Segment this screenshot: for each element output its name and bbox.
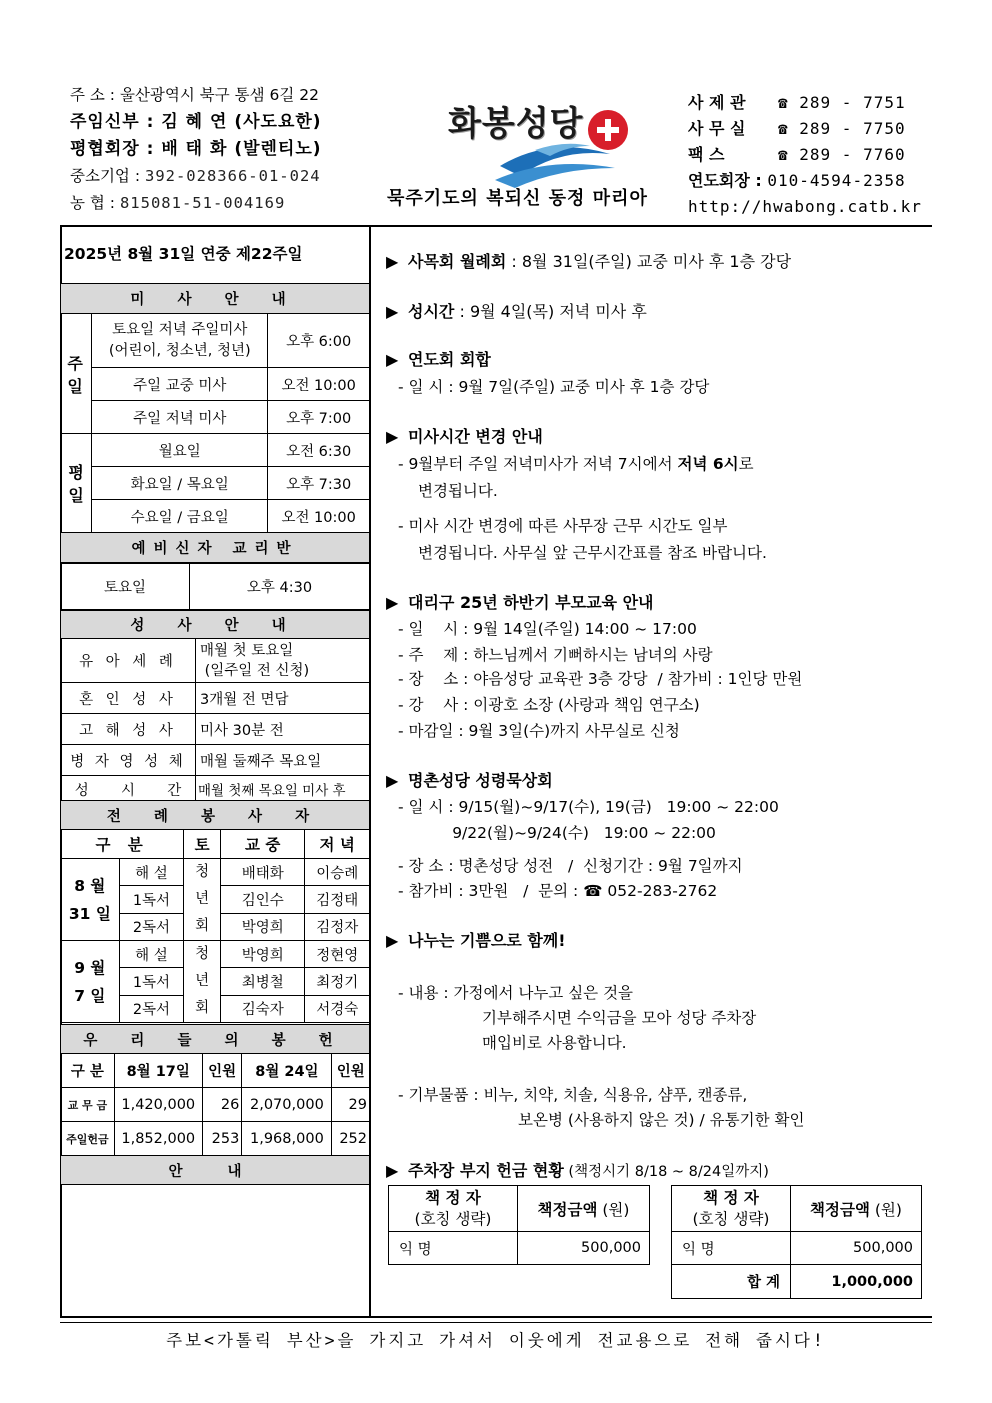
mass-name: 주일 저녁 미사 (92, 401, 268, 434)
mass-time: 오전 10:00 (268, 368, 370, 401)
total-value: 1,000,000 (791, 1265, 922, 1299)
parent-edu-line: - 일 시 : 9월 14일(주일) 14:00 ~ 17:00 (398, 620, 697, 638)
server-role: 2독서 (119, 995, 184, 1022)
mass-time: 오후 7:00 (268, 401, 370, 434)
donation-items-line: 보온병 (사용하지 않은 것) / 유통기한 확인 (518, 1111, 805, 1129)
sacrament-value: 매월 첫째 목요일 미사 후 (196, 776, 370, 803)
server-name: 최병철 (221, 968, 305, 995)
parent-edu-line: - 마감일 : 9월 3일(수)까지 사무실로 신청 (398, 722, 680, 740)
bank-line-2: 농 협 : 815081-51-004169 (70, 194, 286, 212)
server-name: 김인수 (221, 886, 305, 913)
pastor-line: 주임신부 : 김 혜 연 (사도요한) (70, 112, 322, 132)
offering-count: 253 (202, 1122, 242, 1156)
website[interactable]: http://hwabong.catb.kr (688, 197, 922, 216)
bullet-triangle-icon: ▶ (386, 931, 399, 950)
sacrament-title: 성 사 안 내 (61, 611, 370, 639)
item-yeondo: ▶ 연도회 회합 (386, 350, 491, 369)
mass-change-line-4: 변경됩니다. 사무실 앞 근무시간표를 참조 바랍니다. (418, 544, 767, 562)
offering-amount: 1,968,000 (242, 1122, 332, 1156)
sacrament-name: 성 시 간 (61, 776, 196, 803)
catechumen-day: 토요일 (61, 564, 190, 610)
sacrament-value: 미사 30분 전 (196, 714, 370, 745)
item-sharing: ▶ 나누는 기쁨으로 함께! (386, 931, 566, 950)
mass-time: 오후 7:30 (268, 467, 370, 500)
date-line: 2025년 8월 31일 연중 제22주일 (64, 245, 303, 263)
contact-office: 사 무 실 ☎ 289 - 7750 (688, 119, 906, 138)
servers-title: 전 례 봉 사 자 (61, 801, 370, 830)
retreat-line: - 일 시 : 9/15(월)~9/17(수), 19(금) 19:00 ~ 22:00 (398, 798, 779, 816)
offering-header: 인원 (332, 1054, 370, 1088)
mass-name: 화요일 / 목요일 (92, 467, 268, 500)
parent-edu-line: - 주 제 : 하느님께서 기뻐하시는 남녀의 사랑 (398, 646, 713, 664)
sacrament-value: 3개월 전 면담 (196, 683, 370, 714)
contact-rectory: 사 제 관 ☎ 289 - 7751 (688, 93, 906, 112)
council-line: 평협회장 : 배 태 화 (발렌티노) (70, 139, 322, 159)
bullet-triangle-icon: ▶ (386, 350, 399, 369)
server-name: 김정자 (305, 913, 370, 940)
catechumen-title: 예비신자 교리반 (61, 533, 370, 563)
server-name: 최정기 (305, 968, 370, 995)
donor-header: 책 정 자 (호칭 생략) (672, 1186, 791, 1232)
servers-header: 구 분 (61, 830, 184, 859)
sharing-line: 매입비로 사용합니다. (482, 1034, 627, 1052)
offering-header: 구 분 (61, 1054, 115, 1088)
donor-amount: 500,000 (791, 1232, 922, 1265)
sharing-line: - 내용 : 가정에서 나누고 싶은 것을 (398, 984, 634, 1002)
servers-header: 교 중 (221, 830, 305, 859)
offering-count: 26 (202, 1088, 242, 1122)
footer-rule (60, 1322, 932, 1323)
server-role: 해 설 (119, 859, 184, 886)
offering-label: 교 무 금 (61, 1088, 115, 1122)
footer-text: 주보<가톨릭 부산>을 가지고 가셔서 이웃에게 전교용으로 전해 줍시다! (166, 1331, 826, 1350)
total-label: 합 계 (672, 1265, 791, 1299)
sacrament-name: 병 자 영 성 체 (61, 745, 196, 776)
mass-change-line-1: - 9월부터 주일 저녁미사가 저녁 7시에서 저녁 6시로 (398, 455, 754, 473)
offering-amount: 2,070,000 (242, 1088, 332, 1122)
retreat-line: - 참가비 : 3만원 / 문의 : ☎ 052-283-2762 (398, 882, 718, 900)
server-name: 서경숙 (305, 995, 370, 1022)
server-name: 박영희 (221, 941, 305, 968)
server-role: 1독서 (119, 968, 184, 995)
offering-count: 252 (332, 1122, 370, 1156)
catechumen-table (60, 563, 370, 610)
offering-title: 우 리 들 의 봉 헌 (61, 1025, 370, 1054)
server-role: 해 설 (119, 941, 184, 968)
header-info (70, 82, 322, 217)
sharing-line: 기부해주시면 수익금을 모아 성당 주차장 (482, 1009, 757, 1027)
servers-sat: 청 년 회 (184, 859, 221, 941)
parent-edu-line: - 강 사 : 이광호 소장 (사랑과 책임 연구소) (398, 696, 700, 714)
mass-name: 수요일 / 금요일 (92, 500, 268, 533)
server-name: 박영희 (221, 913, 305, 940)
church-logo (440, 88, 650, 188)
servers-sat: 청 년 회 (184, 941, 221, 1023)
offering-amount: 1,852,000 (114, 1122, 202, 1156)
parking-fund-table-right (671, 1185, 922, 1299)
item-meeting: ▶ 사목회 월례회 : 8월 31일(주일) 교중 미사 후 1층 강당 (386, 252, 792, 271)
yeondo-line: - 일 시 : 9월 7일(주일) 교중 미사 후 1층 강당 (398, 378, 710, 396)
sacrament-name: 유 아 세 례 (61, 639, 196, 683)
sacrament-value: 매월 첫 토요일 (일주일 전 신청) (196, 639, 370, 683)
donor-name: 익 명 (389, 1232, 518, 1265)
donor-amount: 500,000 (518, 1232, 650, 1265)
mass-time: 오전 6:30 (268, 434, 370, 467)
offering-amount: 1,420,000 (114, 1088, 202, 1122)
server-role: 1독서 (119, 886, 184, 913)
church-name: 화봉성당 (448, 104, 584, 144)
donor-header: 책 정 자 (호칭 생략) (389, 1186, 518, 1232)
mass-name: 주일 교중 미사 (92, 368, 268, 401)
sacrament-name: 고 해 성 사 (61, 714, 196, 745)
bullet-triangle-icon: ▶ (386, 252, 399, 271)
contacts (688, 90, 922, 220)
parent-edu-line: - 장 소 : 야음성당 교육관 3층 강당 / 참가비 : 1인당 만원 (398, 670, 803, 688)
item-retreat: ▶ 명촌성당 성령묵상회 (386, 771, 553, 790)
motto: 묵주기도의 복되신 동정 마리아 (387, 188, 648, 209)
contact-yeondo: 연도회장 : 010-4594-2358 (688, 171, 906, 190)
mass-title: 미 사 안 내 (61, 284, 370, 314)
bullet-triangle-icon: ▶ (386, 302, 399, 321)
offering-header: 인원 (202, 1054, 242, 1088)
mass-table (60, 283, 370, 563)
donor-name: 익 명 (672, 1232, 791, 1265)
parking-fund-table-left (388, 1185, 650, 1265)
server-name: 김정태 (305, 886, 370, 913)
catechumen-time: 오후 4:30 (190, 564, 370, 610)
mass-time: 오후 6:00 (268, 314, 370, 368)
retreat-line: - 장 소 : 명촌성당 성전 / 신청기간 : 9월 7일까지 (398, 857, 743, 875)
amount-header: 책정금액 (원) (791, 1186, 922, 1232)
offering-table (60, 1024, 370, 1185)
offering-header: 8월 24일 (242, 1054, 332, 1088)
bank-line-1: 중소기업 : 392-028366-01-024 (70, 167, 321, 185)
mass-name: 월요일 (92, 434, 268, 467)
servers-table (60, 800, 370, 1023)
sacrament-table (60, 610, 370, 803)
mass-change-line-2: 변경됩니다. (418, 482, 498, 500)
donation-items-line: - 기부물품 : 비누, 치약, 치솔, 식용유, 샴푸, 캔종류, (398, 1086, 748, 1104)
server-name: 이승례 (305, 859, 370, 886)
server-name: 정현영 (305, 941, 370, 968)
offering-header: 8월 17일 (114, 1054, 202, 1088)
server-role: 2독서 (119, 913, 184, 940)
server-name: 배태화 (221, 859, 305, 886)
notice-title: 안 내 (61, 1156, 370, 1185)
servers-header: 토 (184, 830, 221, 859)
retreat-line: 9/22(월)~9/24(수) 19:00 ~ 22:00 (398, 824, 716, 842)
server-name: 김숙자 (221, 995, 305, 1022)
item-parking-fund: ▶ 주차장 부지 헌금 현황 (책정시기 8/18 ~ 8/24일까지) (386, 1161, 769, 1180)
mass-time: 오전 10:00 (268, 500, 370, 533)
offering-count: 29 (332, 1088, 370, 1122)
item-holy-hour: ▶ 성시간 : 9월 4일(목) 저녁 미사 후 (386, 302, 647, 321)
weekday-label: 평 일 (61, 434, 92, 533)
servers-date: 8 월 31 일 (61, 859, 120, 941)
logo-emblem (440, 88, 650, 188)
frame-bottom (60, 1316, 932, 1318)
bullet-triangle-icon: ▶ (386, 427, 399, 446)
amount-header: 책정금액 (원) (518, 1186, 650, 1232)
servers-date: 9 월 7 일 (61, 941, 120, 1023)
contact-fax: 팩 스 ☎ 289 - 7760 (688, 145, 906, 164)
servers-header: 저 녁 (305, 830, 370, 859)
mass-change-line-3: - 미사 시간 변경에 따른 사무장 근무 시간도 일부 (398, 517, 728, 535)
mass-sat-evening: 토요일 저녁 주일미사 (어린이, 청소년, 청년) (92, 314, 268, 368)
sacrament-value: 매월 둘째주 목요일 (196, 745, 370, 776)
item-mass-change: ▶ 미사시간 변경 안내 (386, 427, 543, 446)
offering-label: 주일헌금 (61, 1122, 115, 1156)
frame-top (60, 225, 932, 227)
sunday-label: 주 일 (61, 314, 92, 434)
address-line: 주 소 : 울산광역시 북구 통샘 6길 22 (70, 86, 319, 104)
bullet-triangle-icon: ▶ (386, 771, 399, 790)
item-parent-education: ▶ 대리구 25년 하반기 부모교육 안내 (386, 593, 654, 612)
bullet-triangle-icon: ▶ (386, 1161, 399, 1180)
sacrament-name: 혼 인 성 사 (61, 683, 196, 714)
bullet-triangle-icon: ▶ (386, 593, 399, 612)
